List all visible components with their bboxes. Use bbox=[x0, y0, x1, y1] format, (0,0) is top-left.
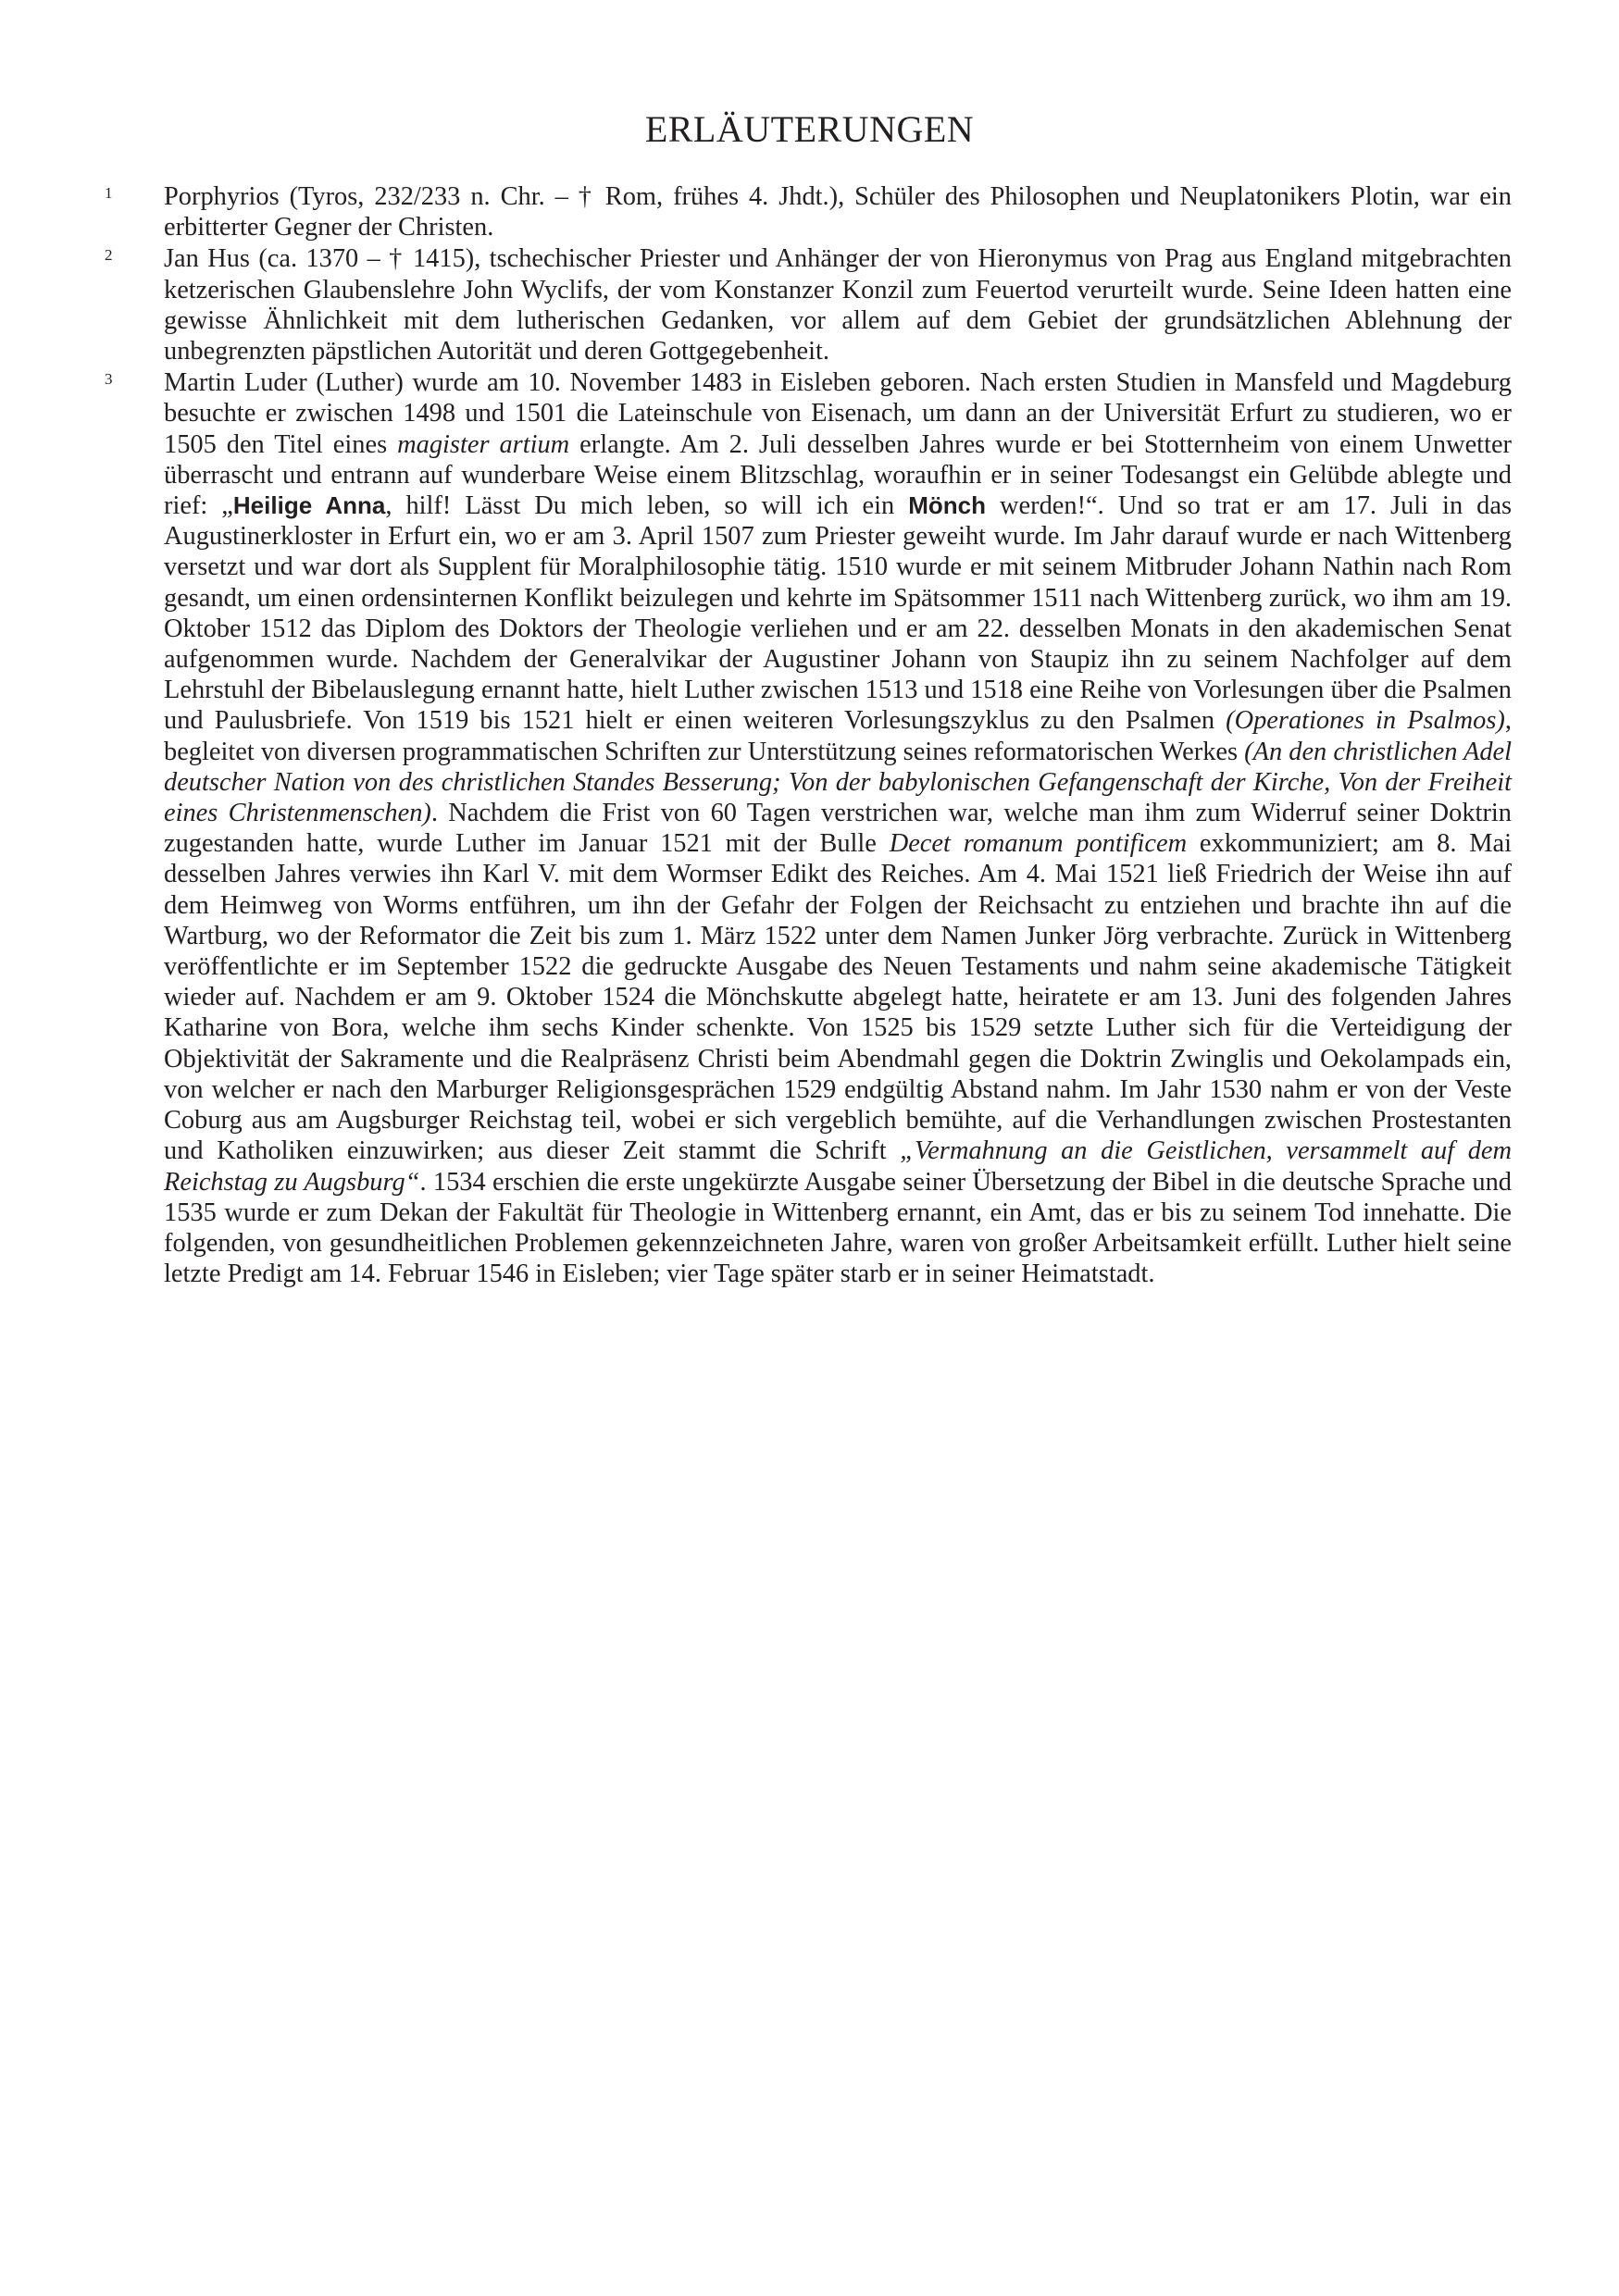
text-segment: Jan Hus (ca. 1370 – † 1415), tschechischer Priester und Anhänger der von Hieronymus von Prag aus England mitgebrachten ketzerischen Glaubenslehre John Wyclifs, der vom Konstanzer Konzil zum Feuertod verurteilt wurde. Seine Ideen hatten eine gewisse Ähnlichkeit mit dem lutherischen Gedanken, vor allem auf dem Gebiet der grundsätzlichen Ablehnung der unbegrenzten päpstlichen Autorität und deren Gottgegebenheit. bbox=[164, 244, 1512, 366]
text-segment: erlangte. Am 2. Juli desselben Jahres wurde er bei Stotternheim von einem Unwetter überrascht und entrann auf wunderbare Weise einem Blitzschlag, woraufhin er in seiner Todesangst ein Gelübde ablegte und rief: „ bbox=[164, 429, 1513, 521]
annotation-number: 3 bbox=[105, 370, 113, 389]
text-segment: . 1534 erschien die erste ungekürzte Ausgabe seiner Übersetzung der Bibel in die deutsche Sprache und 1535 wurde er zum Dekan der Fakultät für Theologie in Wittenberg ernannt, ein Amt, das er bis zu seinem Tod innehatte. Die folgenden, von gesundheitlichen Problemen gekennzeichneten Jahre, waren von großer Arbeitsamkeit erfüllt. Luther hielt seine letzte Predigt am 14. Februar 1546 in Eisleben; vier Tage später starb er in seiner Heimatstadt. bbox=[164, 1167, 1512, 1289]
text-segment: . Nachdem die Frist von 60 Tagen verstrichen war, welche man ihm zum Widerruf seiner Doktrin zugestanden hatte, wurde Luther im Januar 1521 mit der Bulle bbox=[164, 799, 1512, 859]
italic-text: (Operationes in Psalmos) bbox=[1226, 706, 1505, 736]
italic-text: magister artium bbox=[397, 429, 570, 459]
annotation-item bbox=[105, 243, 1512, 366]
italic-text: „Vermahnung an die Geistlichen, versammelt auf dem Reichstag zu Augsburg“ bbox=[164, 1136, 1513, 1197]
annotation-number: 2 bbox=[105, 246, 113, 265]
annotation-item bbox=[105, 181, 1512, 242]
bold-text: Mönch bbox=[908, 491, 986, 520]
italic-text: Decet romanum pontificem bbox=[889, 829, 1188, 859]
annotation-list bbox=[105, 181, 1512, 1290]
text-segment: Martin Luder (Luther) wurde am 10. November 1483 in Eisleben geboren. Nach ersten Studien in Mansfeld und Magdeburg besuchte er zwischen 1498 und 1501 die Lateinschule von Eisenach, um dann an der Universität Erfurt zu studieren, wo er 1505 den Titel eines bbox=[164, 368, 1512, 459]
italic-text: (An den christlichen Adel deutscher Nation von des christlichen Standes Besserung; Von der babylonischen Gefangenschaft der Kirche, Von der Freiheit eines Christenmenschen) bbox=[164, 737, 1513, 828]
page-title: ERLÄUTERUNGEN bbox=[644, 108, 975, 150]
annotation-number: 1 bbox=[105, 184, 113, 202]
annotation-text bbox=[164, 243, 1512, 366]
text-segment: werden!“. Und so trat er am 17. Juli in das Augustinerkloster in Erfurt ein, wo er am 3. April 1507 zum Priester geweiht wurde. Im Jahr darauf wurde er nach Wittenberg versetzt und war dort als Supplent für Moralphilosophie tätig. 1510 wurde er mit seinem Mitbruder Johann Nathin nach Rom gesandt, um einen ordensinternen Konflikt beizulegen und kehrte im Spätsommer 1511 nach Wittenberg zurück, wo ihm am 19. Oktober 1512 das Diplom des Doktors der Theologie verliehen und er am 22. desselben Monats in den akademischen Senat aufgenommen wurde. Nachdem der Generalvikar der Augustiner Johann von Staupiz ihn zu seinem Nachfolger auf dem Lehrstuhl der Bibelauslegung ernannt hatte, hielt Luther zwischen 1513 und 1518 eine Reihe von Vorlesungen über die Psalmen und Paulusbriefe. Von 1519 bis 1521 hielt er einen weiteren Vorlesungszyklus zu den Psalmen bbox=[164, 491, 1512, 736]
text-segment: Porphyrios (Tyros, 232/233 n. Chr. – † Rom, frühes 4. Jhdt.), Schüler des Philosophen und Neuplatonikers Plotin, war ein erbitterter Gegner der Christen. bbox=[164, 182, 1512, 242]
bold-text: Heilige Anna bbox=[232, 491, 386, 520]
text-segment: , hilf! Lässt Du mich leben, so will ich ein bbox=[385, 491, 909, 521]
text-segment: , begleitet von diversen programmatischen Schriften zur Unterstützung seines reformatorischen Werkes bbox=[164, 706, 1512, 766]
annotation-text bbox=[164, 181, 1512, 242]
annotation-item bbox=[105, 367, 1512, 1289]
text-segment: exkommuniziert; am 8. Mai desselben Jahres verwies ihn Karl V. mit dem Wormser Edikt des Reiches. Am 4. Mai 1521 ließ Friedrich der Weise ihn auf dem Heimweg von Worms entführen, um ihn der Gefahr der Folgen der Reichsacht zu entziehen und brachte ihn auf die Wartburg, wo der Reformator die Zeit bis zum 1. März 1522 unter dem Namen Junker Jörg verbrachte. Zurück in Wittenberg veröffentlichte er im September 1522 die gedruckte Ausgabe des Neuen Testaments und nahm seine akademische Tätigkeit wieder auf. Nachdem er am 9. Oktober 1524 die Mönchskutte abgelegt hatte, heiratete er am 13. Juni des folgenden Jahres Katharine von Bora, welche ihm sechs Kinder schenkte. Von 1525 bis 1529 setzte Luther sich für die Verteidigung der Objektivität der Sakramente und die Realpräsenz Christi beim Abendmahl gegen die Doktrin Zwinglis und Oekolampads ein, von welcher er nach den Marburger Religionsgesprächen 1529 endgültig Abstand nahm. Im Jahr 1530 nahm er von der Veste Coburg aus am Augsburger Reichstag teil, wobei er sich vergeblich bemühte, auf die Verhandlungen zwischen Prostestanten und Katholiken einzuwirken; aus dieser Zeit stammt die Schrift bbox=[164, 829, 1512, 1166]
annotation-text bbox=[164, 367, 1512, 1289]
